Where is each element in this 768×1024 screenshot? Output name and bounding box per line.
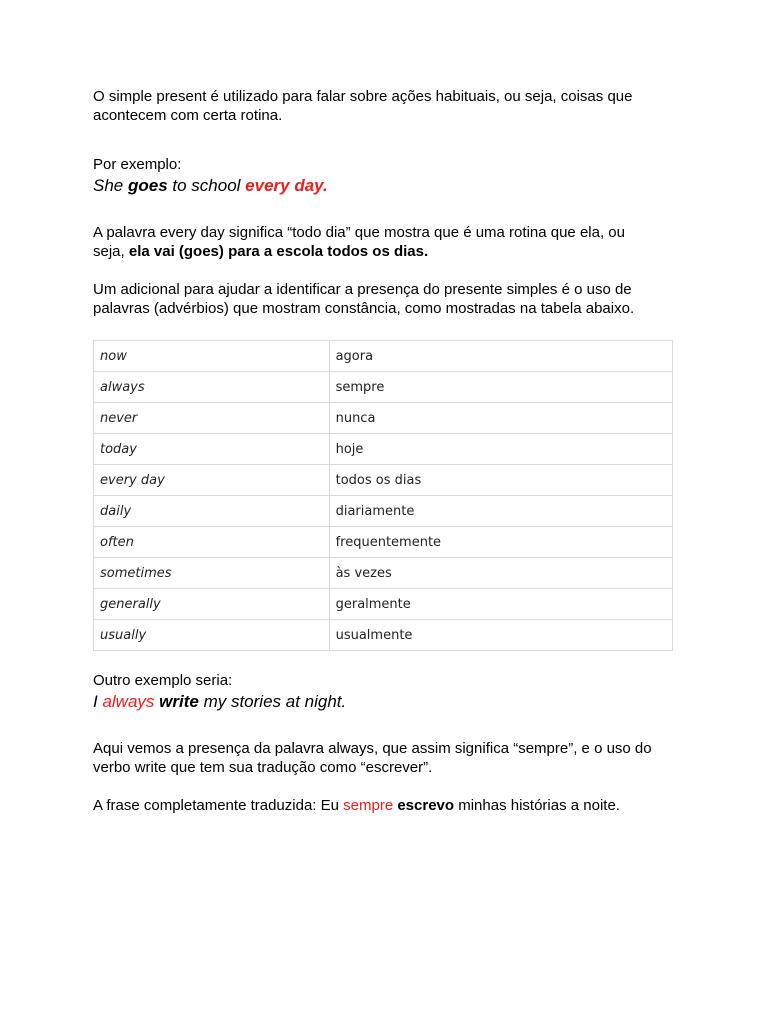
table-row [94,434,673,465]
adverb-portuguese: geralmente [329,589,672,620]
adverb-portuguese: diariamente [329,496,672,527]
adverb-portuguese: nunca [329,403,672,434]
explanation-1-paragraph [93,223,683,261]
table-row [94,341,673,372]
example-2-part-5: my stories at night. [198,692,347,711]
adverb-portuguese: hoje [329,434,672,465]
example-1-label: Por exemplo: [93,156,182,173]
additional-line-1: Um adicional para ajudar a identificar a presença do presente simples é o uso de [93,281,632,298]
example-1-sentence [93,175,683,197]
explanation-1-line-2-prefix: seja, [93,243,129,260]
table-row [94,372,673,403]
translation-verb: escrevo [397,797,455,814]
translation-adverb: sempre [343,797,394,814]
table-row [94,403,673,434]
example-2-label: Outro exemplo seria: [93,672,233,689]
explanation-1-line-1: A palavra every day significa “todo dia” que mostra que é uma rotina que ela, ou [93,224,625,241]
adverb-english: usually [94,620,330,651]
translation-paragraph [93,796,683,815]
explanation-2-line-2: verbo write que tem sua tradução como “escrever”. [93,759,433,776]
additional-paragraph [93,280,683,318]
example-1-part-3: to school [167,176,246,195]
adverb-portuguese: agora [329,341,672,372]
adverb-english: often [94,527,330,558]
table-row [94,527,673,558]
table-row [94,620,673,651]
adverb-portuguese: usualmente [329,620,672,651]
example-2-adverb: always [102,692,155,711]
translation-suffix: minhas histórias a noite. [454,797,620,814]
intro-line-1: O simple present é utilizado para falar sobre ações habituais, ou seja, coisas que [93,88,633,105]
adverb-english: now [94,341,330,372]
example-1-part-1: She [93,176,128,195]
adverb-english: every day [94,465,330,496]
adverb-english: sometimes [94,558,330,589]
example-2-part-1: I [93,692,103,711]
document-page [93,87,683,815]
adverbs-table [93,340,673,651]
adverb-english: today [94,434,330,465]
intro-paragraph [93,87,683,125]
adverb-portuguese: às vezes [329,558,672,589]
adverb-english: daily [94,496,330,527]
example-2-verb: write [159,692,199,711]
adverb-portuguese: frequentemente [329,527,672,558]
explanation-2-line-1: Aqui vemos a presença da palavra always, que assim significa “sempre”, e o uso do [93,740,652,757]
example-1-adverb: every day. [245,176,328,195]
table-row [94,589,673,620]
example-1-verb: goes [127,176,168,195]
table-row [94,558,673,589]
adverb-portuguese: todos os dias [329,465,672,496]
adverb-english: always [94,372,330,403]
adverb-english: generally [94,589,330,620]
adverb-english: never [94,403,330,434]
explanation-1-bold-translation: ela vai (goes) para a escola todos os dias. [128,243,429,260]
explanation-2-paragraph [93,739,683,777]
adverb-portuguese: sempre [329,372,672,403]
example-2-sentence [93,691,683,713]
additional-line-2: palavras (advérbios) que mostram constância, como mostradas na tabela abaixo. [93,300,635,317]
intro-line-2: acontecem com certa rotina. [93,107,283,124]
table-row [94,465,673,496]
table-row [94,496,673,527]
translation-prefix: A frase completamente traduzida: Eu [93,797,344,814]
